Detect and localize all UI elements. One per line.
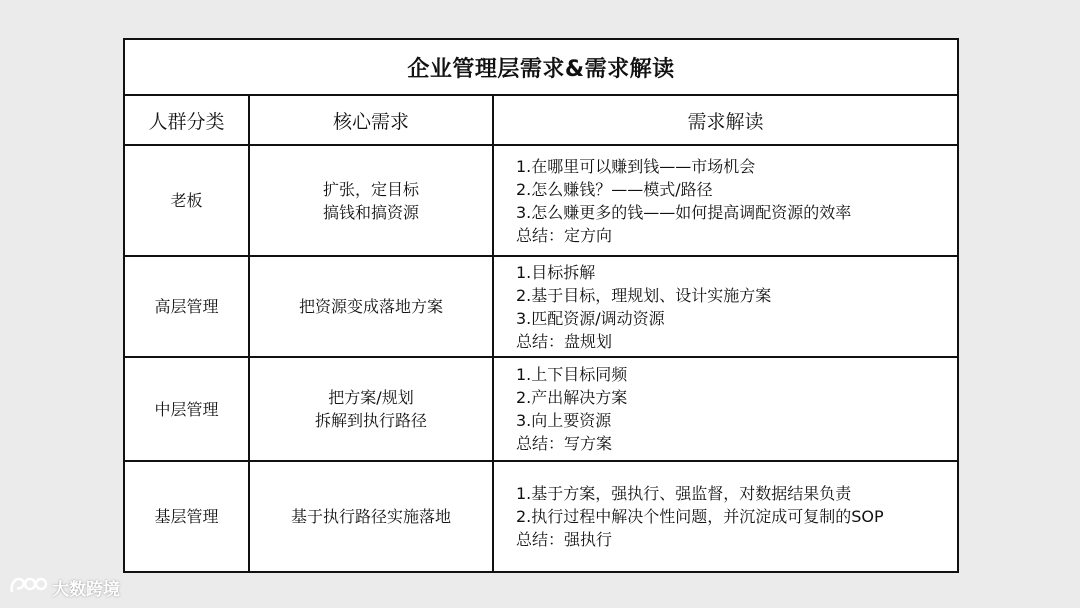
need-line: 基于执行路径实施落地	[290, 507, 451, 526]
group-cell	[124, 256, 249, 357]
header-core-need: 核心需求	[249, 95, 493, 145]
reading-line: 1.目标拆解	[516, 262, 596, 282]
table-row	[124, 357, 958, 461]
reading-summary: 总结：定方向	[516, 225, 613, 245]
header-row	[124, 95, 958, 145]
reading-line: 1.上下目标同频	[516, 365, 628, 384]
table-row	[124, 461, 958, 572]
watermark	[8, 572, 120, 603]
reading-cell	[493, 145, 958, 256]
reading-line: 2.怎么赚钱？——模式/路径	[516, 179, 713, 199]
group-cell	[124, 357, 249, 461]
need-line: 扩张，定目标	[322, 179, 419, 199]
reading-summary: 总结：盘规划	[516, 331, 613, 351]
group-cell	[124, 145, 249, 256]
group-label: 中层管理	[154, 399, 219, 419]
brand-logo-icon	[8, 572, 52, 603]
need-line: 把方案/规划	[328, 388, 414, 407]
need-cell	[249, 357, 493, 461]
reading-line: 3.怎么赚更多的钱——如何提高调配资源的效率	[516, 202, 852, 222]
group-label: 老板	[170, 191, 203, 210]
group-label: 基层管理	[154, 507, 219, 526]
need-line: 搞钱和搞资源	[322, 202, 419, 222]
reading-line: 2.执行过程中解决个性问题，并沉淀成可复制的SOP	[516, 507, 884, 526]
need-cell	[249, 145, 493, 256]
reading-summary: 总结：写方案	[516, 434, 613, 453]
reading-cell	[493, 461, 958, 572]
reading-line: 3.向上要资源	[516, 411, 612, 430]
reading-cell	[493, 357, 958, 461]
table-title: 企业管理层需求&需求解读	[124, 39, 958, 95]
reading-line: 1.在哪里可以赚到钱——市场机会	[516, 156, 756, 176]
group-cell	[124, 461, 249, 572]
need-cell	[249, 256, 493, 357]
reading-summary: 总结：强执行	[516, 530, 613, 549]
need-line: 拆解到执行路径	[314, 411, 427, 430]
watermark-text: 大数跨境	[52, 580, 120, 600]
need-line: 把资源变成落地方案	[298, 297, 443, 316]
reading-line: 2.基于目标，理规划、设计实施方案	[516, 285, 772, 305]
reading-line: 3.匹配资源/调动资源	[516, 308, 665, 328]
title-row	[124, 39, 958, 95]
requirements-table	[123, 38, 959, 573]
reading-line: 2.产出解决方案	[516, 388, 628, 407]
table-row	[124, 256, 958, 357]
need-cell	[249, 461, 493, 572]
reading-cell	[493, 256, 958, 357]
header-need-reading: 需求解读	[493, 95, 958, 145]
group-label: 高层管理	[154, 297, 219, 316]
table-row	[124, 145, 958, 256]
reading-line: 1.基于方案，强执行、强监督，对数据结果负责	[516, 484, 852, 503]
header-group: 人群分类	[124, 95, 249, 145]
